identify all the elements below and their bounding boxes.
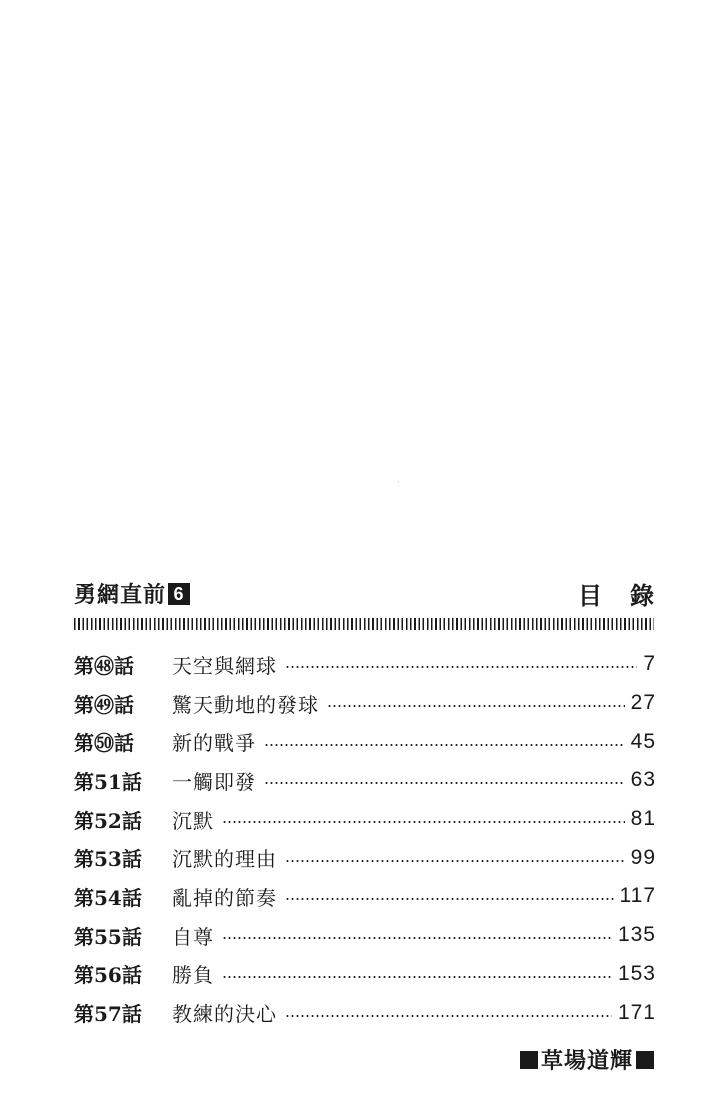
chapter-label: 第㊿話 bbox=[74, 731, 134, 756]
book-title bbox=[74, 578, 190, 609]
chapter-label: 第54話 bbox=[74, 885, 142, 910]
toc-row bbox=[74, 955, 656, 994]
dot-leader bbox=[285, 898, 614, 900]
chapter-title: 亂掉的節奏 bbox=[172, 885, 277, 910]
header-rule bbox=[74, 618, 654, 630]
square-bullet-icon bbox=[520, 1051, 538, 1069]
chapter-title: 勝負 bbox=[172, 963, 214, 988]
toc-row bbox=[74, 916, 656, 955]
chapter-title: 教練的決心 bbox=[172, 1002, 277, 1027]
dot-leader bbox=[285, 860, 625, 862]
chapter-label: 第52話 bbox=[74, 808, 142, 833]
page-number: 63 bbox=[630, 768, 656, 792]
page-number: 117 bbox=[619, 884, 656, 908]
page-number: 81 bbox=[630, 807, 656, 831]
dot-leader bbox=[264, 782, 625, 784]
book-title-text: 勇網直前 bbox=[74, 583, 167, 608]
toc-row bbox=[74, 838, 656, 877]
toc-heading: 目錄 bbox=[578, 582, 682, 610]
page-number: 135 bbox=[617, 923, 656, 947]
chapter-title: 自尊 bbox=[172, 924, 214, 949]
toc-row bbox=[74, 761, 656, 800]
toc-row bbox=[74, 877, 656, 916]
chapter-label: 第㊽話 bbox=[74, 653, 134, 678]
chapter-label: 第51話 bbox=[74, 769, 142, 794]
toc-row bbox=[74, 684, 656, 723]
dot-leader bbox=[222, 821, 625, 823]
chapter-label: 第㊾話 bbox=[74, 692, 134, 717]
volume-badge: 6 bbox=[168, 583, 190, 605]
chapter-label: 第57話 bbox=[74, 1002, 142, 1027]
dot-leader bbox=[327, 705, 625, 707]
square-bullet-icon bbox=[636, 1051, 654, 1069]
chapter-title: 驚天動地的發球 bbox=[172, 692, 319, 717]
page-number: 153 bbox=[617, 961, 656, 985]
chapter-title: 新的戰爭 bbox=[172, 731, 256, 756]
toc-row bbox=[74, 993, 656, 1032]
chapter-label: 第56話 bbox=[74, 963, 142, 988]
toc-row bbox=[74, 800, 656, 839]
chapter-title: 沉默 bbox=[172, 808, 214, 833]
page-number: 27 bbox=[630, 691, 656, 715]
dot-leader bbox=[222, 976, 612, 978]
page-number: 45 bbox=[630, 729, 656, 753]
chapter-label: 第55話 bbox=[74, 924, 142, 949]
dot-leader bbox=[285, 1015, 612, 1017]
page-number: 171 bbox=[617, 1000, 656, 1024]
author-credit bbox=[520, 1044, 654, 1075]
dot-leader bbox=[222, 937, 612, 939]
toc-row bbox=[74, 722, 656, 761]
toc-row bbox=[74, 645, 656, 684]
dot-leader bbox=[285, 666, 637, 668]
dot-leader bbox=[264, 744, 625, 746]
paper-speck bbox=[398, 481, 399, 482]
chapter-title: 天空與網球 bbox=[172, 653, 277, 678]
chapter-label: 第53話 bbox=[74, 847, 142, 872]
page-number: 99 bbox=[630, 845, 656, 869]
chapter-title: 一觸即發 bbox=[172, 769, 256, 794]
toc-list bbox=[74, 645, 656, 1032]
page-number: 7 bbox=[643, 652, 656, 676]
toc-header bbox=[74, 574, 682, 610]
chapter-title: 沉默的理由 bbox=[172, 847, 277, 872]
author-name: 草場道輝 bbox=[540, 1049, 633, 1074]
